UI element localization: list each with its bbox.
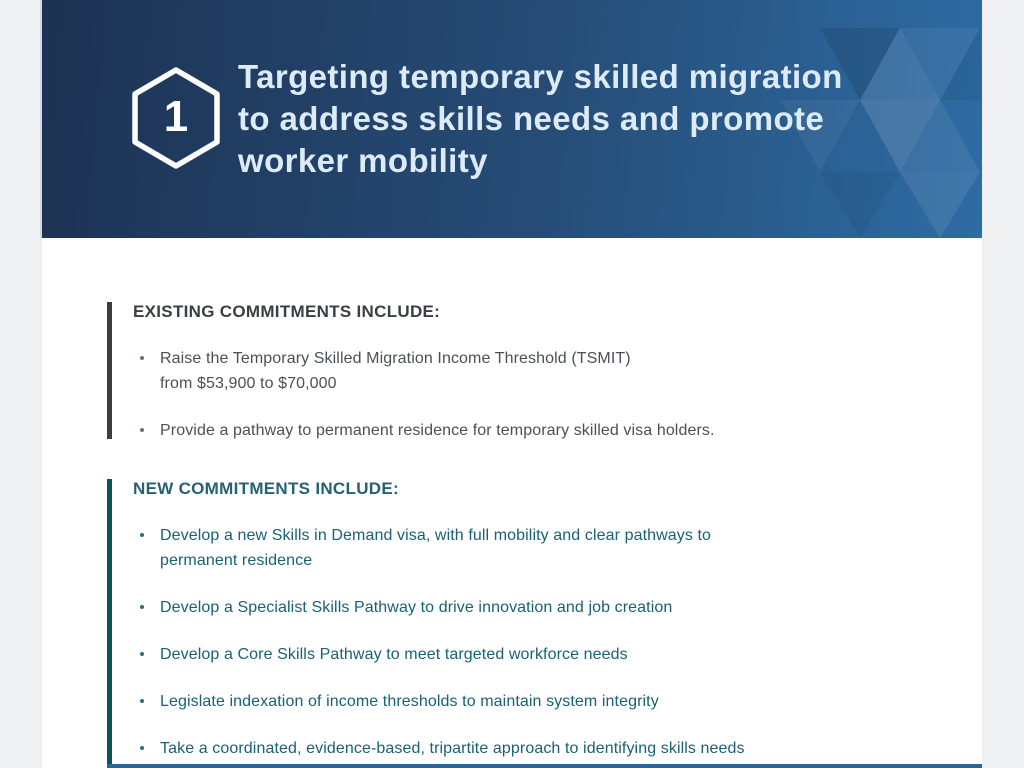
list-item: Legislate indexation of income thresholds to maintain system integrity	[133, 689, 967, 714]
existing-section-accent-bar	[107, 302, 112, 439]
new-section-accent-bar	[107, 479, 112, 768]
page-title-line: worker mobility	[238, 142, 488, 179]
bottom-divider-bar	[107, 764, 982, 768]
page-title-line: to address skills needs and promote	[238, 100, 825, 137]
list-item: Develop a Specialist Skills Pathway to drive innovation and job creation	[133, 595, 967, 620]
bullet-dot-icon	[140, 605, 144, 609]
bullet-dot-icon	[140, 428, 144, 432]
bullet-dot-icon	[140, 652, 144, 656]
list-item: Take a coordinated, evidence-based, tripartite approach to identifying skills needs	[133, 736, 967, 761]
new-commitments-section	[107, 477, 967, 768]
bullet-dot-icon	[140, 746, 144, 750]
document-surface	[42, 0, 982, 768]
list-item: Provide a pathway to permanent residence for temporary skilled visa holders.	[133, 418, 967, 443]
new-commitments-list	[107, 523, 967, 761]
page-title-line: Targeting temporary skilled migration	[238, 58, 843, 95]
new-commitments-heading: NEW COMMITMENTS INCLUDE:	[133, 479, 399, 498]
section-number: 1	[163, 92, 189, 141]
list-item: Develop a new Skills in Demand visa, with full mobility and clear pathways to permanent residence	[133, 523, 967, 573]
bullet-dot-icon	[140, 533, 144, 537]
header-banner	[42, 0, 982, 238]
list-item: Develop a Core Skills Pathway to meet targeted workforce needs	[133, 642, 967, 667]
existing-commitments-heading: EXISTING COMMITMENTS INCLUDE:	[133, 302, 441, 321]
bullet-dot-icon	[140, 356, 144, 360]
existing-commitments-list	[107, 346, 967, 443]
page-title	[238, 56, 843, 182]
list-item: Raise the Temporary Skilled Migration Income Threshold (TSMIT) from $53,900 to $70,000	[133, 346, 967, 396]
bullet-dot-icon	[140, 699, 144, 703]
existing-commitments-section	[107, 300, 967, 437]
section-number-badge	[131, 66, 221, 170]
